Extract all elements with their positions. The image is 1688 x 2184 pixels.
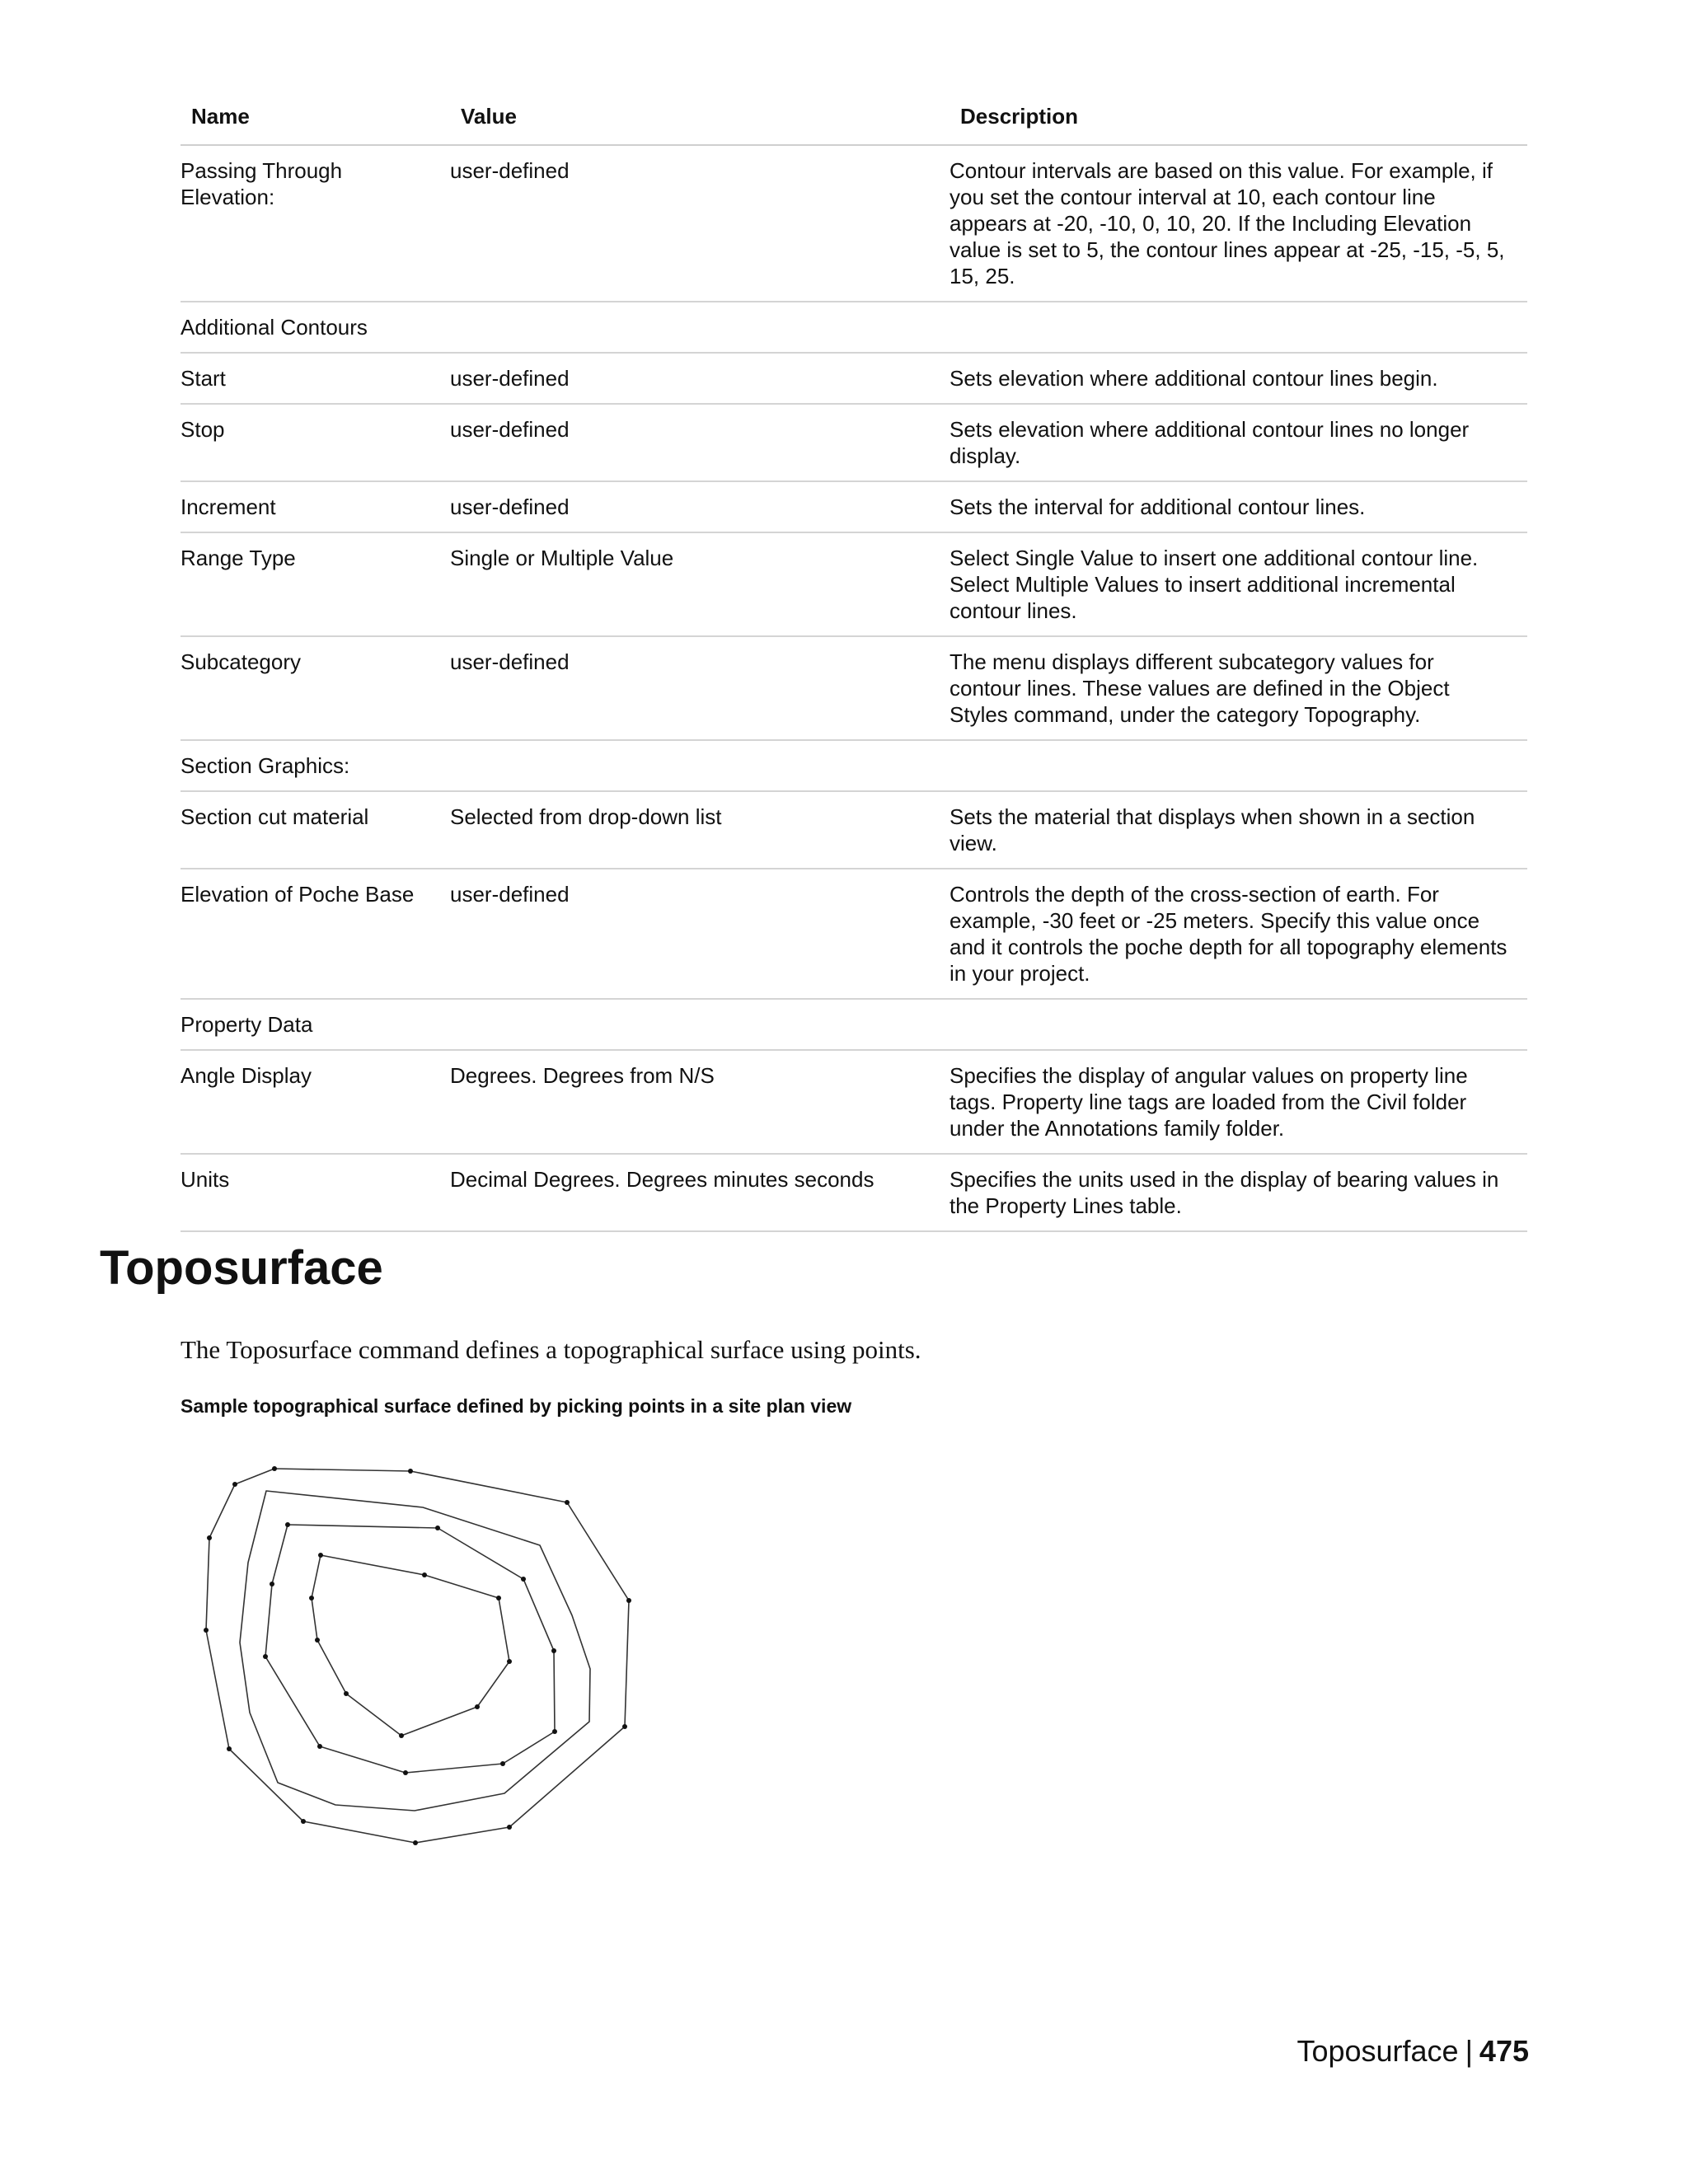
survey-point bbox=[301, 1819, 306, 1824]
footer-section-name: Toposurface bbox=[1296, 2034, 1459, 2068]
row-value: user-defined bbox=[450, 353, 950, 404]
survey-point bbox=[507, 1825, 512, 1830]
row-value: Degrees. Degrees from N/S bbox=[450, 1050, 950, 1154]
row-description bbox=[950, 740, 1527, 791]
row-name: Section cut material bbox=[181, 791, 450, 869]
row-description: Specifies the units used in the display of bearing values in the Property Lines table. bbox=[950, 1154, 1527, 1231]
row-description: Sets the interval for additional contour lines. bbox=[950, 481, 1527, 532]
row-value: Single or Multiple Value bbox=[450, 532, 950, 636]
row-value: user-defined bbox=[450, 636, 950, 740]
row-value: user-defined bbox=[450, 869, 950, 999]
row-value bbox=[450, 302, 950, 353]
survey-point bbox=[565, 1500, 570, 1505]
column-header-value: Value bbox=[450, 104, 950, 145]
survey-point bbox=[285, 1522, 290, 1527]
survey-point bbox=[272, 1466, 277, 1471]
contour-line-3 bbox=[265, 1525, 555, 1773]
contour-line-inner bbox=[312, 1555, 509, 1736]
row-description: Sets the material that displays when shown in a section view. bbox=[950, 791, 1527, 869]
table-row bbox=[181, 1154, 1527, 1231]
survey-point bbox=[399, 1733, 404, 1738]
row-name: Property Data bbox=[181, 999, 450, 1050]
survey-point bbox=[263, 1654, 268, 1659]
survey-point bbox=[270, 1582, 274, 1586]
survey-point bbox=[309, 1596, 314, 1601]
survey-point bbox=[403, 1770, 408, 1775]
row-description bbox=[950, 999, 1527, 1050]
survey-point bbox=[551, 1648, 556, 1653]
row-name: Subcategory bbox=[181, 636, 450, 740]
row-name: Start bbox=[181, 353, 450, 404]
row-value: user-defined bbox=[450, 481, 950, 532]
survey-point bbox=[227, 1746, 232, 1751]
row-value: user-defined bbox=[450, 145, 950, 302]
column-header-name: Name bbox=[181, 104, 450, 145]
survey-point bbox=[552, 1729, 557, 1734]
footer-separator: | bbox=[1465, 2034, 1473, 2068]
row-name: Units bbox=[181, 1154, 450, 1231]
survey-point bbox=[435, 1526, 440, 1530]
section-heading: Toposurface bbox=[100, 1241, 383, 1295]
properties-table bbox=[181, 104, 1527, 1232]
row-name: Elevation of Poche Base bbox=[181, 869, 450, 999]
row-value: user-defined bbox=[450, 404, 950, 481]
row-name: Additional Contours bbox=[181, 302, 450, 353]
table-row bbox=[181, 145, 1527, 302]
row-description: Contour intervals are based on this value. For example, if you set the contour interval at 10, each contour line appears at -20, -10, 0, 10, 20. If the Including Elevation value is set to 5, the contour lines appear at -25, -15, -5, 5, 15, 25. bbox=[950, 145, 1527, 302]
survey-point bbox=[626, 1598, 631, 1603]
survey-point bbox=[496, 1596, 501, 1601]
survey-point bbox=[207, 1535, 212, 1540]
survey-point bbox=[507, 1659, 512, 1664]
survey-point bbox=[475, 1704, 480, 1709]
row-description: The menu displays different subcategory values for contour lines. These values are defined in the Object Styles command, under the category Topography. bbox=[950, 636, 1527, 740]
survey-point bbox=[344, 1691, 349, 1696]
survey-point bbox=[317, 1744, 322, 1749]
survey-point bbox=[232, 1482, 237, 1487]
row-name: Passing Through Elevation: bbox=[181, 145, 450, 302]
survey-point bbox=[318, 1553, 323, 1558]
row-description: Sets elevation where additional contour lines no longer display. bbox=[950, 404, 1527, 481]
row-description: Select Single Value to insert one additional contour line. Select Multiple Values to insert additional incremental contour lines. bbox=[950, 532, 1527, 636]
survey-point bbox=[521, 1577, 526, 1582]
survey-point bbox=[622, 1724, 627, 1729]
row-value: Selected from drop-down list bbox=[450, 791, 950, 869]
table-row bbox=[181, 302, 1527, 353]
survey-point bbox=[408, 1469, 413, 1474]
row-name: Range Type bbox=[181, 532, 450, 636]
survey-point bbox=[422, 1572, 427, 1577]
table-row bbox=[181, 404, 1527, 481]
row-description: Specifies the display of angular values on property line tags. Property line tags are loaded from the Civil folder under the Annotations family folder. bbox=[950, 1050, 1527, 1154]
figure-caption: Sample topographical surface defined by picking points in a site plan view bbox=[181, 1395, 852, 1417]
toposurface-contour-figure bbox=[190, 1442, 651, 1871]
row-value bbox=[450, 740, 950, 791]
row-value: Decimal Degrees. Degrees minutes seconds bbox=[450, 1154, 950, 1231]
row-name: Angle Display bbox=[181, 1050, 450, 1154]
table-row bbox=[181, 869, 1527, 999]
table-row bbox=[181, 791, 1527, 869]
row-value bbox=[450, 999, 950, 1050]
row-description bbox=[950, 302, 1527, 353]
table-header-row bbox=[181, 104, 1527, 145]
table-row bbox=[181, 636, 1527, 740]
page-number: 475 bbox=[1479, 2034, 1529, 2068]
survey-point bbox=[500, 1761, 505, 1766]
page-footer bbox=[1296, 2034, 1529, 2069]
row-name: Increment bbox=[181, 481, 450, 532]
row-name: Stop bbox=[181, 404, 450, 481]
table-row bbox=[181, 999, 1527, 1050]
table-row bbox=[181, 532, 1527, 636]
survey-point bbox=[413, 1840, 418, 1845]
table-row bbox=[181, 740, 1527, 791]
column-header-description: Description bbox=[950, 104, 1527, 145]
table-row bbox=[181, 353, 1527, 404]
intro-paragraph: The Toposurface command defines a topographical surface using points. bbox=[181, 1335, 921, 1364]
row-description: Sets elevation where additional contour lines begin. bbox=[950, 353, 1527, 404]
survey-point bbox=[204, 1628, 209, 1633]
contour-line-2 bbox=[240, 1491, 590, 1811]
contour-line-outer bbox=[206, 1469, 629, 1843]
survey-point bbox=[315, 1638, 320, 1643]
table-row bbox=[181, 1050, 1527, 1154]
row-description: Controls the depth of the cross-section of earth. For example, -30 feet or -25 meters. Specify this value once and it controls the poche depth for all topography elements in your project. bbox=[950, 869, 1527, 999]
table-row bbox=[181, 481, 1527, 532]
row-name: Section Graphics: bbox=[181, 740, 450, 791]
